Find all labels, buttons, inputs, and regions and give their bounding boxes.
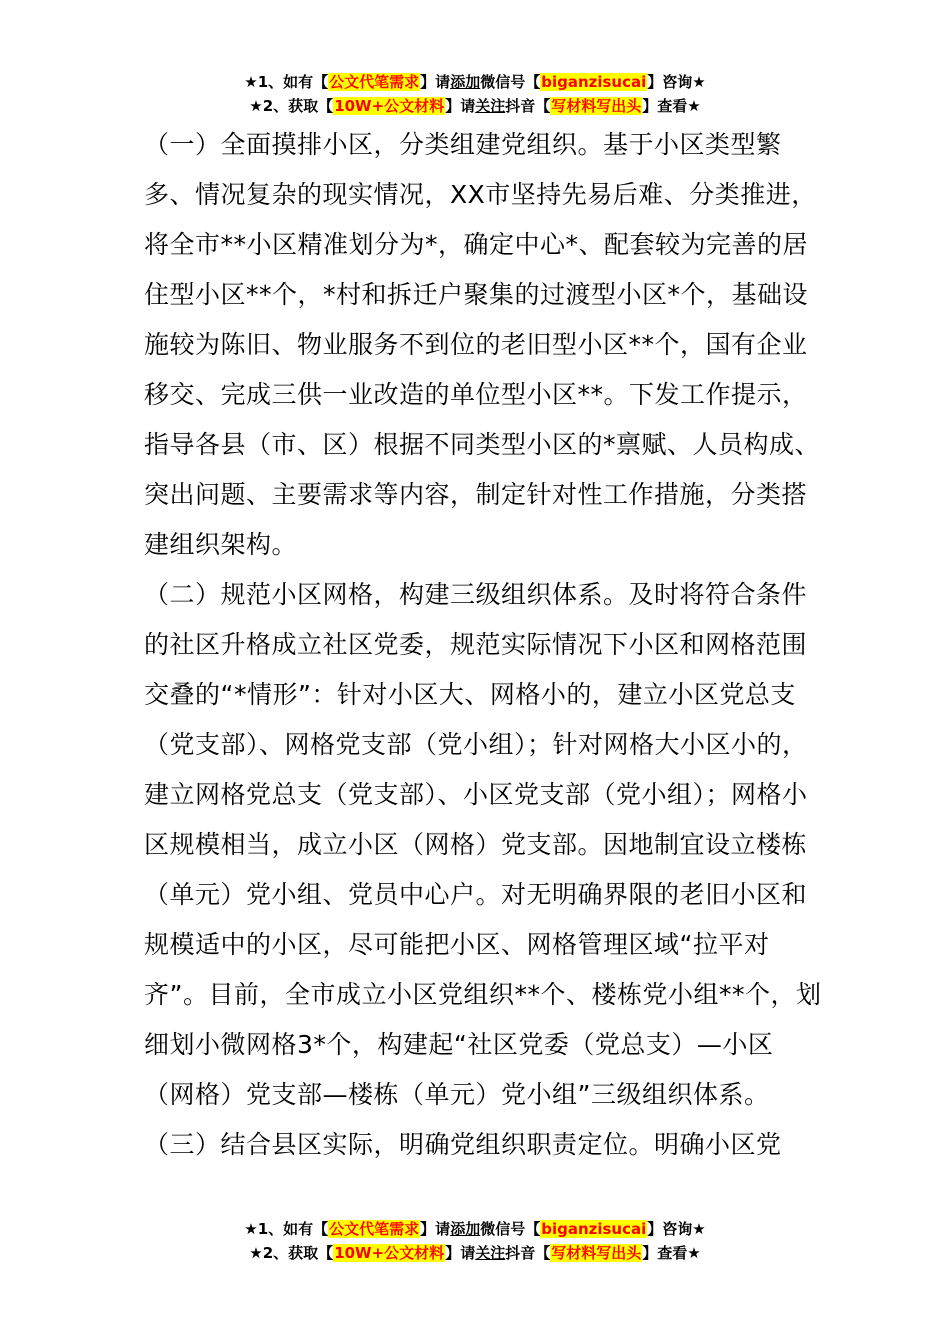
banner-highlight: biganzisucai bbox=[541, 73, 647, 91]
banner-line-1 bbox=[0, 1217, 950, 1241]
banner-text: ★2、获取【 bbox=[249, 1244, 334, 1262]
banner-line-1 bbox=[0, 70, 950, 94]
banner-highlight: 公文代笔需求 bbox=[329, 1220, 420, 1238]
banner-highlight: 公文代笔需求 bbox=[329, 73, 420, 91]
banner-underline: 添加 bbox=[450, 73, 481, 91]
document-body bbox=[144, 120, 824, 1170]
banner-highlight: 10W+公文材料 bbox=[334, 97, 445, 115]
banner-text: 】咨询★ bbox=[647, 73, 706, 91]
banner-text: ★1、如有【 bbox=[244, 1220, 329, 1238]
banner-text: ★1、如有【 bbox=[244, 73, 329, 91]
banner-text: 微信号【 bbox=[480, 73, 541, 91]
banner-underline: 关注 bbox=[475, 97, 506, 115]
banner-text: 抖音【 bbox=[505, 97, 551, 115]
banner-text: 】请 bbox=[420, 1220, 451, 1238]
banner-line-2 bbox=[0, 1241, 950, 1265]
banner-text: 】请 bbox=[445, 97, 476, 115]
banner-highlight: biganzisucai bbox=[541, 1220, 647, 1238]
paragraph-3: （三）结合县区实际，明确党组织职责定位。明确小区党 bbox=[144, 1130, 782, 1159]
banner-text: 】查看★ bbox=[642, 97, 701, 115]
banner-highlight: 写材料写出头 bbox=[551, 97, 642, 115]
paragraph-2: （二）规范小区网格，构建三级组织体系。及时将符合条件的社区升格成立社区党委，规范实际情况下小区和网格范围交叠的“*情形”：针对小区大、网格小的，建立小区党总支（党支部）、网格党支部（党小组）；针对网格大小区小的，建立网格党总支（党支部）、小区党支部（党小组）；网格小区规模相当，成立小区（网格）党支部。因地制宜设立楼栋（单元）党小组、党员中心户。对无明确界限的老旧小区和规模适中的小区，尽可能把小区、网格管理区域“拉平对齐”。目前，全市成立小区党组织**个、楼栋党小组**个，划细划小微网格3*个，构建起“社区党委（党总支）—小区（网格）党支部—楼栋（单元）党小组”三级组织体系。 bbox=[144, 580, 822, 1109]
banner-line-2 bbox=[0, 94, 950, 118]
banner-highlight: 10W+公文材料 bbox=[334, 1244, 445, 1262]
banner-text: 】请 bbox=[420, 73, 451, 91]
footer-banner bbox=[0, 1217, 950, 1265]
banner-underline: 添加 bbox=[450, 1220, 481, 1238]
banner-text: ★2、获取【 bbox=[249, 97, 334, 115]
paragraph-1: （一）全面摸排小区，分类组建党组织。基于小区类型繁多、情况复杂的现实情况，XX市坚持先易后难、分类推进，将全市**小区精准划分为*，确定中心*、配套较为完善的居住型小区**个，*村和拆迁户聚集的过渡型小区*个，基础设施较为陈旧、物业服务不到位的老旧型小区**个，国有企业移交、完成三供一业改造的单位型小区**。下发工作提示，指导各县（市、区）根据不同类型小区的*禀赋、人员构成、突出问题、主要需求等内容，制定针对性工作措施，分类搭建组织架构。 bbox=[144, 130, 821, 559]
banner-highlight: 写材料写出头 bbox=[551, 1244, 642, 1262]
banner-text: 】咨询★ bbox=[647, 1220, 706, 1238]
banner-underline: 关注 bbox=[475, 1244, 506, 1262]
banner-text: 微信号【 bbox=[480, 1220, 541, 1238]
banner-text: 抖音【 bbox=[505, 1244, 551, 1262]
banner-text: 】查看★ bbox=[642, 1244, 701, 1262]
header-banner bbox=[0, 70, 950, 118]
banner-text: 】请 bbox=[445, 1244, 476, 1262]
